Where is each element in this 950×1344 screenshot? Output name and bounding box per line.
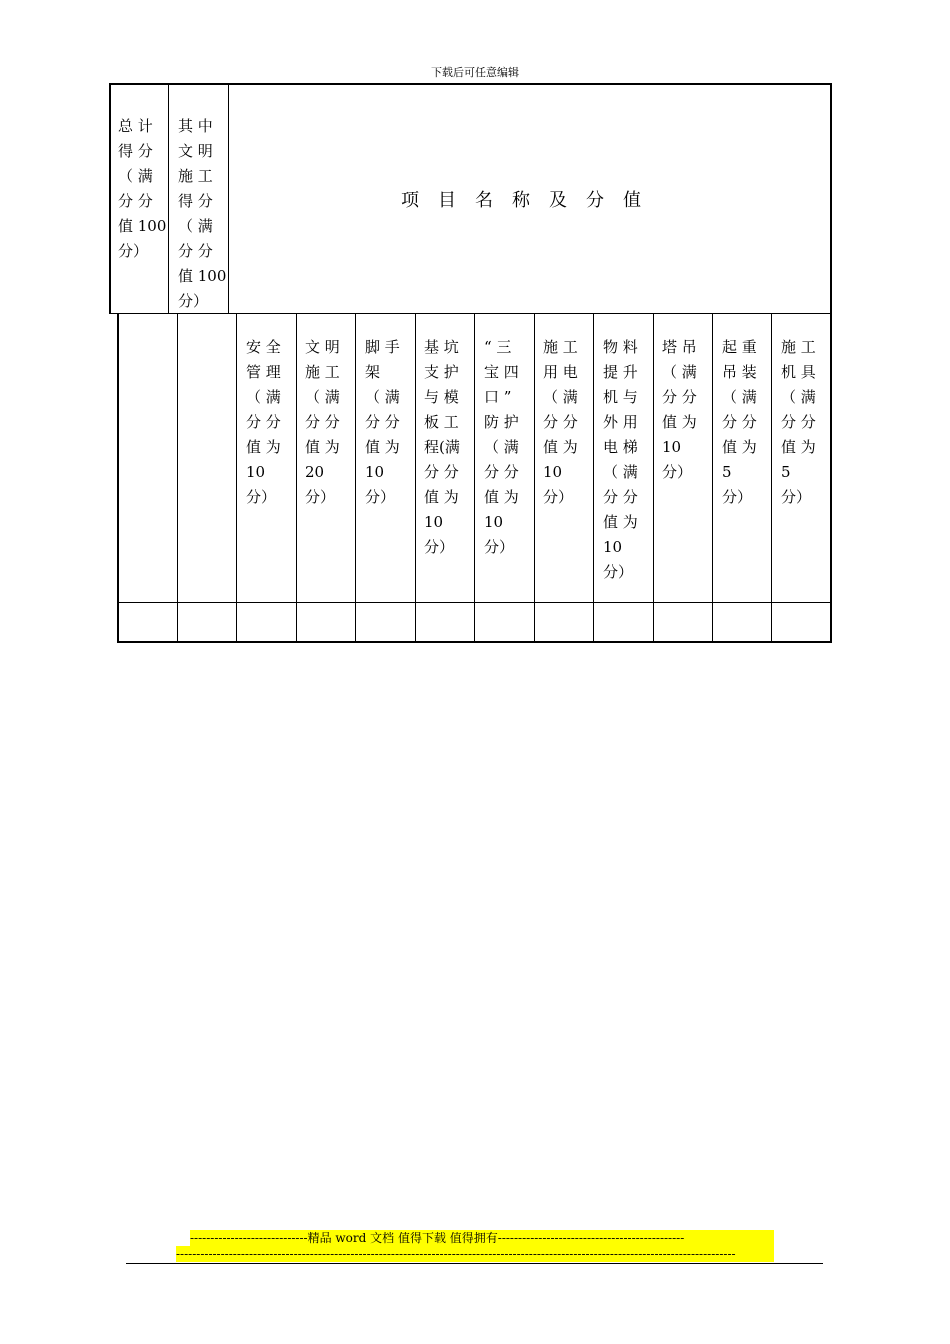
divider <box>110 313 832 314</box>
divider <box>593 314 594 642</box>
item-material-hoist-elevator: 物 料 提 升 机 与 外 用 电 梯 （ 满 分 分 值 为 10 分） <box>603 338 638 581</box>
item-tower-crane: 塔 吊 （ 满 分 分 值 为 10 分） <box>662 338 697 481</box>
total-score-header: 总 计 得 分 （ 满 分 分 值 100 分） <box>118 117 167 260</box>
item-three-treasures-four-openings: “ 三 宝 四 口 ” 防 护 （ 满 分 分 值 为 10 分） <box>484 338 519 556</box>
divider <box>296 314 297 642</box>
header-note: 下载后可任意编辑 <box>431 66 519 79</box>
divider <box>117 314 119 642</box>
item-safety-management: 安 全 管 理 （ 满 分 分 值 为 10 分） <box>246 338 281 506</box>
footer-line-1: -----------------------------精品 word 文档 值得下载 值得拥有---------------------------------------------- <box>190 1230 774 1246</box>
divider <box>415 314 416 642</box>
divider <box>236 314 237 642</box>
civilized-score-header: 其 中 文 明 施 工 得 分 （ 满 分 分 值 100 分） <box>178 117 227 310</box>
footer-rule <box>126 1263 823 1264</box>
divider <box>653 314 654 642</box>
footer-banner <box>176 1229 774 1262</box>
footer-line-2: ------------------------------------------------------------------------------------------------------------------------------------------ <box>176 1246 774 1262</box>
item-civilized-construction: 文 明 施 工 （ 满 分 分 值 为 20 分） <box>305 338 340 506</box>
divider <box>830 84 832 642</box>
divider <box>355 314 356 642</box>
divider <box>534 314 535 642</box>
item-hoisting: 起 重 吊 装 （ 满 分 分 值 为 5 分） <box>722 338 757 506</box>
divider <box>168 84 169 314</box>
item-foundation-pit-formwork: 基 坑 支 护 与 模 板 工 程(满 分 分 值 为 10 分） <box>424 338 460 556</box>
item-scaffolding: 脚 手 架 （ 满 分 分 值 为 10 分） <box>365 338 400 506</box>
item-construction-machinery: 施 工 机 具 （ 满 分 分 值 为 5 分） <box>781 338 816 506</box>
divider <box>771 314 772 642</box>
divider <box>712 314 713 642</box>
divider <box>177 314 178 642</box>
item-construction-electricity: 施 工 用 电 （ 满 分 分 值 为 10 分） <box>543 338 578 506</box>
divider <box>474 314 475 642</box>
table-title: 项目名称及分值 <box>401 190 660 211</box>
